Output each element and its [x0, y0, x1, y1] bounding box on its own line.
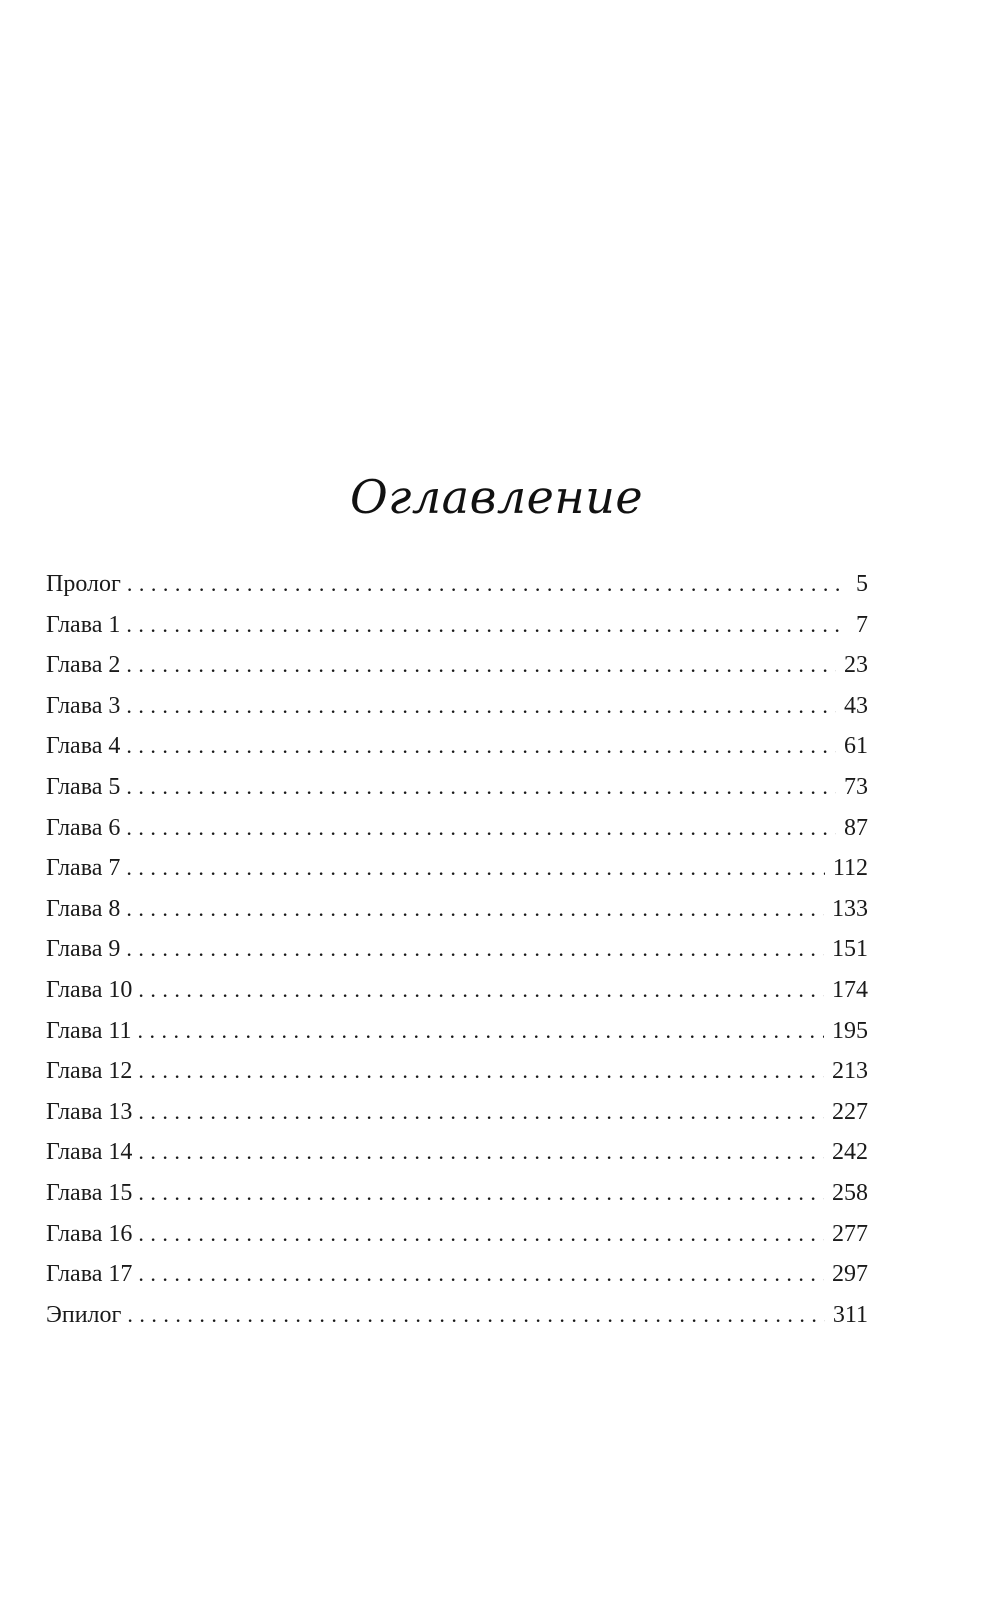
toc-entry	[46, 1254, 868, 1295]
toc-entry	[46, 1011, 868, 1052]
toc-entry-label: Глава 2	[46, 652, 121, 679]
toc-entry-label: Глава 8	[46, 895, 121, 922]
toc-entry-label: Глава 15	[46, 1179, 133, 1206]
toc-entry-label: Глава 9	[46, 936, 121, 963]
toc-entry-label: Глава 16	[46, 1220, 133, 1247]
toc-dot-leader	[138, 1092, 824, 1133]
toc-entry	[46, 605, 868, 646]
toc-entry-page: 258	[832, 1179, 868, 1206]
toc-dot-leader	[126, 929, 824, 970]
toc-entry-page: 5	[856, 571, 868, 597]
toc-entry	[46, 848, 868, 889]
toc-dot-leader	[126, 645, 836, 686]
toc-entry-label: Глава 11	[46, 1017, 132, 1044]
toc-entry	[46, 1295, 868, 1336]
toc-entry	[46, 1214, 868, 1255]
toc-entry-label: Пролог	[46, 571, 121, 597]
toc-entry-page: 133	[832, 895, 868, 922]
toc-entry	[46, 970, 868, 1011]
toc-entry-label: Глава 6	[46, 814, 121, 841]
toc-entry-page: 73	[844, 773, 868, 800]
toc-entry-label: Глава 13	[46, 1098, 133, 1125]
toc-entry-label: Глава 5	[46, 773, 121, 800]
toc-entry-label: Глава 12	[46, 1058, 133, 1085]
toc-entry-page: 277	[832, 1220, 868, 1247]
toc-entry	[46, 645, 868, 686]
toc-entry	[46, 1173, 868, 1214]
toc-entry	[46, 1092, 868, 1133]
toc-entry-label: Глава 7	[46, 855, 121, 882]
toc-dot-leader	[138, 970, 824, 1011]
toc-entry	[46, 808, 868, 849]
toc-entry	[46, 1132, 868, 1173]
toc-dot-leader	[138, 1051, 824, 1092]
toc-dot-leader	[127, 1295, 825, 1336]
toc-entry-page: 151	[832, 936, 868, 963]
toc-dot-leader	[138, 1173, 824, 1214]
toc-entry	[46, 564, 868, 605]
toc-entry	[46, 726, 868, 767]
toc-entry-page: 87	[844, 814, 868, 841]
toc-dot-leader	[127, 564, 840, 605]
toc-entry-label: Эпилог	[46, 1301, 122, 1328]
toc-entry	[46, 767, 868, 808]
toc-entry-page: 227	[832, 1098, 868, 1125]
toc-dot-leader	[126, 808, 836, 849]
toc-entry	[46, 686, 868, 727]
toc-entry	[46, 889, 868, 930]
toc-entry-page: 242	[832, 1139, 868, 1166]
toc-entry-page: 23	[844, 652, 868, 679]
toc-list	[46, 564, 868, 1335]
toc-dot-leader	[126, 848, 825, 889]
toc-entry-page: 61	[844, 733, 868, 760]
toc-entry-page: 174	[832, 976, 868, 1003]
toc-entry-label: Глава 10	[46, 976, 133, 1003]
toc-dot-leader	[126, 686, 836, 727]
toc-entry	[46, 929, 868, 970]
toc-dot-leader	[137, 1011, 824, 1052]
toc-entry-page: 311	[832, 1301, 868, 1328]
toc-title: Оглавление	[349, 470, 644, 524]
toc-entry-page: 43	[844, 692, 868, 719]
toc-dot-leader	[138, 1254, 824, 1295]
toc-entry	[46, 1051, 868, 1092]
toc-entry-label: Глава 4	[46, 733, 121, 760]
toc-entry-label: Глава 14	[46, 1139, 133, 1166]
toc-entry-label: Глава 17	[46, 1261, 133, 1288]
toc-entry-page: 112	[832, 855, 868, 882]
toc-dot-leader	[126, 605, 840, 646]
toc-entry-page: 213	[832, 1058, 868, 1085]
toc-dot-leader	[126, 726, 836, 767]
toc-dot-leader	[138, 1214, 824, 1255]
toc-entry-page: 297	[832, 1261, 868, 1288]
toc-entry-page: 7	[856, 611, 868, 638]
toc-entry-page: 195	[832, 1017, 868, 1044]
toc-entry-label: Глава 1	[46, 611, 121, 638]
toc-entry-label: Глава 3	[46, 692, 121, 719]
toc-dot-leader	[126, 889, 824, 930]
toc-dot-leader	[126, 767, 836, 808]
toc-dot-leader	[138, 1132, 824, 1173]
